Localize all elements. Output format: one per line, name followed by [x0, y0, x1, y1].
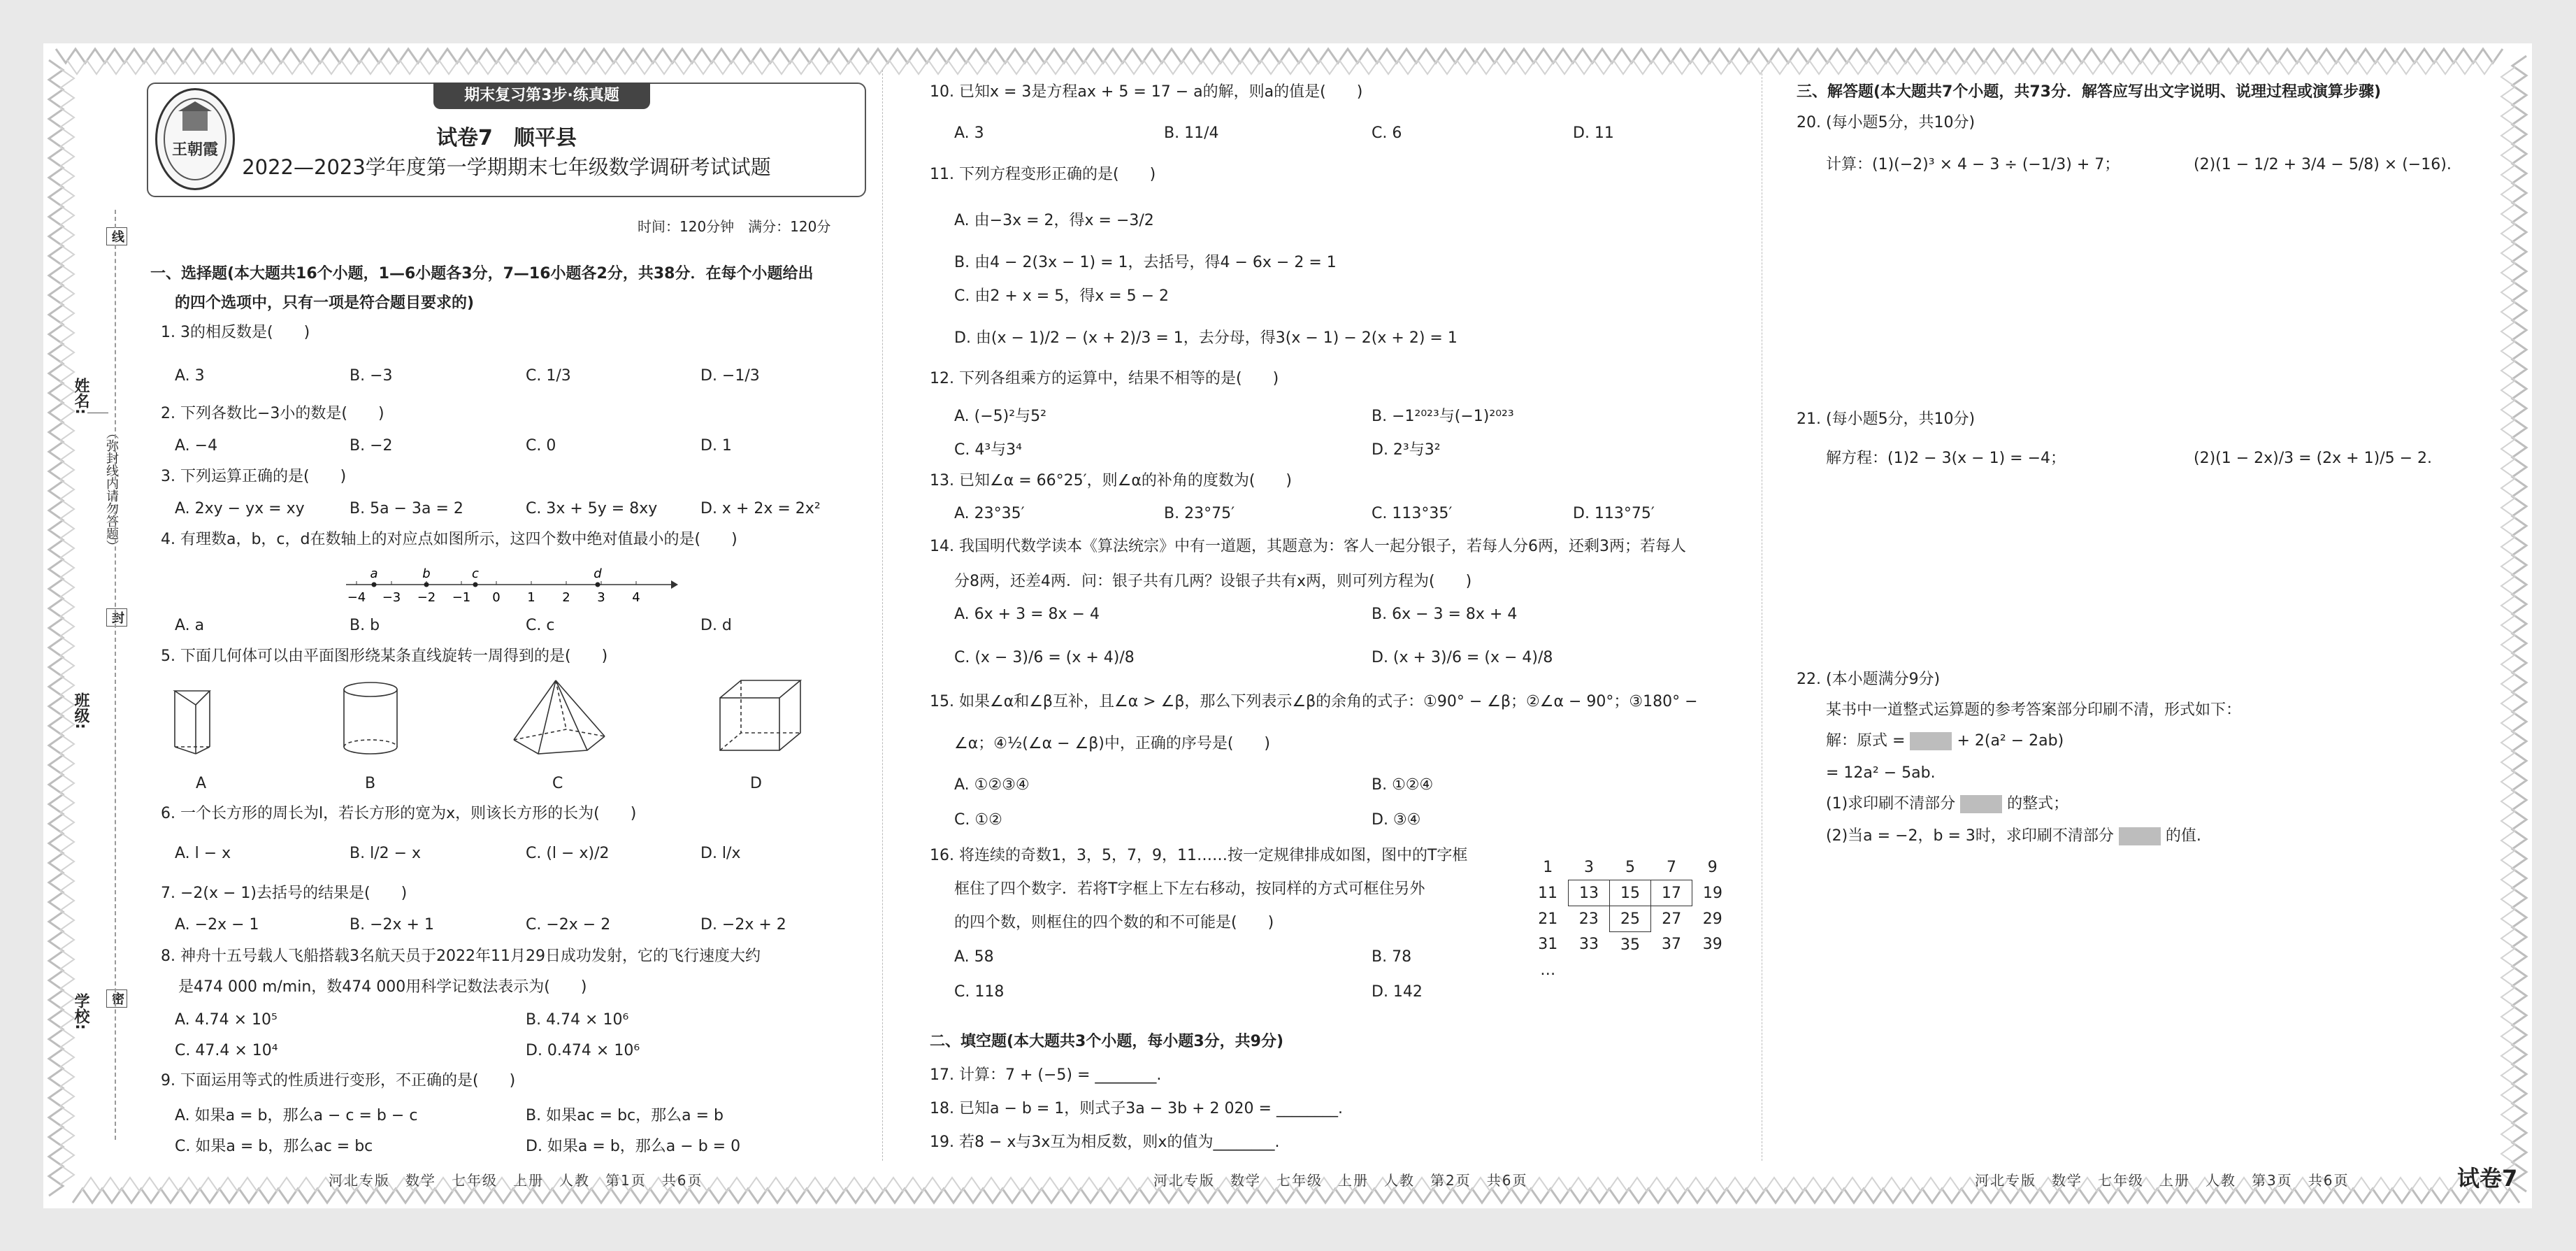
q22-line5 — [1826, 827, 2201, 846]
q7-stem: 7. −2(x − 1)去括号的结果是( ) — [161, 885, 408, 902]
axis-tick-label: 3 — [597, 590, 605, 605]
q1-option-d: D. −1/3 — [700, 367, 760, 385]
grid-cell: … — [1540, 961, 1556, 979]
q9-option-d: D. 如果a = b，那么a − b = 0 — [526, 1138, 741, 1155]
grid-cell: 39 — [1702, 936, 1722, 954]
seal-note: （弥封线内请勿答题） — [104, 427, 119, 552]
q11-option-b: B. 由4 − 2(3x − 1) = 1，去括号，得4 − 6x − 2 = 1 — [954, 254, 1337, 271]
q14-option-d: D. (x + 3)/6 = (x − 4)/8 — [1372, 649, 1553, 666]
t-frame-cell: 15 — [1610, 880, 1651, 906]
svg-text:王朝霞: 王朝霞 — [171, 141, 219, 159]
q15-option-c: C. ①② — [954, 811, 1002, 829]
grid-cell: 27 — [1662, 910, 1682, 928]
name-label: 姓名: — [72, 378, 89, 415]
q4-option-a: A. a — [175, 617, 205, 634]
q6-stem: 6. 一个长方形的周长为l，若长方形的宽为x，则该长方形的长为( ) — [161, 805, 637, 822]
q2-option-a: A. −4 — [175, 437, 218, 455]
q22-line5-b: 的值. — [2165, 827, 2201, 845]
q5-label-c: C — [552, 775, 563, 792]
column-divider — [882, 70, 884, 1161]
q4-option-b: B. b — [350, 617, 380, 634]
q3-stem: 3. 下列运算正确的是( ) — [161, 468, 347, 485]
axis-arrow-icon — [671, 580, 678, 589]
t-frame-cell: 17 — [1651, 880, 1692, 906]
q16-stem-3: 的四个数，则框住的四个数的和不可能是( ) — [954, 914, 1274, 931]
q12-stem: 12. 下列各组乘方的运算中，结果不相等的是( ) — [930, 370, 1279, 387]
grid-cell: 21 — [1538, 910, 1558, 928]
q5-label-d: D — [750, 775, 762, 792]
q10-stem: 10. 已知x = 3是方程ax + 5 = 17 − a的解，则a的值是( ) — [930, 83, 1363, 101]
q22-line3: = 12a² − 5ab. — [1826, 764, 1936, 782]
q2-option-d: D. 1 — [700, 437, 732, 455]
q7-option-b: B. −2x + 1 — [350, 916, 434, 934]
section1-heading-2: 的四个选项中，只有一项是符合题目要求的) — [175, 294, 475, 312]
q16-option-a: A. 58 — [954, 948, 994, 966]
q21-part1: 解方程：(1)2 − 3(x − 1) = −4； — [1826, 450, 2066, 467]
q6-option-d: D. l/x — [700, 845, 741, 862]
q18: 18. 已知a − b = 1，则式子3a − 3b + 2 020 = ________. — [930, 1100, 1343, 1117]
q15-option-d: D. ③④ — [1372, 811, 1421, 829]
q10-option-a: A. 3 — [954, 124, 984, 142]
q5-label-b: B — [365, 775, 376, 792]
publisher-logo — [155, 88, 235, 190]
q1-option-c: C. 1/3 — [526, 367, 571, 385]
exam-paper — [43, 43, 2532, 1208]
point-d — [596, 582, 600, 587]
axis-tick-label: 0 — [492, 590, 501, 605]
q8-stem-2: 是474 000 m/min，数474 000用科学记数法表示为( ) — [178, 978, 587, 996]
pyramid-icon — [514, 680, 605, 754]
q8-option-d: D. 0.474 × 10⁶ — [526, 1042, 640, 1059]
section1-heading: 一、选择题(本大题共16个小题，1—6小题各3分，7—16小题各2分，共38分．在每个小题给出 — [150, 265, 814, 283]
smudged-box — [1910, 732, 1952, 750]
q7-option-c: C. −2x − 2 — [526, 916, 611, 934]
grid-cell: 7 — [1667, 858, 1676, 876]
q22-line2-b: + 2(a² − 2ab) — [1957, 732, 2064, 750]
q9-stem: 9. 下面运用等式的性质进行变形，不正确的是( ) — [161, 1072, 516, 1089]
q6-option-a: A. l − x — [175, 845, 231, 862]
q5-stem: 5. 下面几何体可以由平面图形绕某条直线旋转一周得到的是( ) — [161, 648, 608, 665]
grid-cell: 1 — [1543, 858, 1553, 876]
q20-part1: 计算：(1)(−2)³ × 4 − 3 ÷ (−1/3) + 7； — [1826, 156, 2120, 173]
q16-stem-2: 框住了四个数字．若将T字框上下左右移动，按同样的方式可框住另外 — [954, 880, 1425, 898]
q22-line1: 某书中一道整式运算题的参考答案部分印刷不清，形式如下： — [1826, 701, 2242, 719]
q22-line2-a: 解：原式 = — [1826, 732, 1906, 750]
line-mark: 线 — [106, 227, 127, 245]
secret-mark: 密 — [106, 989, 127, 1008]
q2-stem: 2. 下列各数比−3小的数是( ) — [161, 405, 384, 422]
q6-option-c: C. (l − x)/2 — [526, 845, 610, 862]
q11-stem: 11. 下列方程变形正确的是( ) — [930, 166, 1156, 183]
point-c — [473, 582, 478, 587]
q8-stem: 8. 神舟十五号载人飞船搭载3名航天员于2022年11月29日成功发射，它的飞行速度大约 — [161, 948, 761, 965]
q10-option-c: C. 6 — [1372, 124, 1402, 142]
q6-option-b: B. l/2 − x — [350, 845, 422, 862]
odd-number-grid — [1527, 855, 1733, 982]
q11-option-c: C. 由2 + x = 5，得x = 5 − 2 — [954, 287, 1170, 305]
q21-part2: (2)(1 − 2x)/3 = (2x + 1)/5 − 2. — [2194, 450, 2433, 467]
point-b — [424, 582, 429, 587]
time-info: 时间：120分钟 满分：120分 — [638, 218, 831, 235]
class-label: 班级: — [72, 692, 89, 729]
section2-heading: 二、填空题(本大题共3个小题，每小题3分，共9分) — [930, 1033, 1284, 1050]
q13-option-b: B. 23°75′ — [1164, 505, 1235, 522]
grid-cell: 37 — [1662, 936, 1681, 954]
q2-option-b: B. −2 — [350, 437, 393, 455]
cylinder-icon — [344, 682, 397, 754]
q2-option-c: C. 0 — [526, 437, 556, 455]
q12-option-d: D. 2³与3² — [1372, 441, 1441, 459]
grid-cell: 3 — [1584, 858, 1594, 876]
q15-stem: 15. 如果∠α和∠β互补，且∠α > ∠β，那么下列表示∠β的余角的式子：①90° − ∠β；②∠α − 90°；③180° − — [930, 693, 1698, 710]
q11-option-a: A. 由−3x = 2，得x = −3/2 — [954, 212, 1154, 229]
grid-cell: 5 — [1625, 858, 1635, 876]
seal-mark: 封 — [106, 608, 127, 627]
q22-line4-a: (1)求印刷不清部分 — [1826, 795, 1956, 813]
binding-line — [115, 210, 116, 1140]
q9-option-a: A. 如果a = b，那么a − c = b − c — [175, 1107, 418, 1124]
point-label: d — [593, 566, 602, 581]
q1-stem: 1. 3的相反数是( ) — [161, 324, 310, 341]
point-a — [372, 582, 377, 587]
smudged-box — [2119, 827, 2161, 845]
q21-head: 21. (每小题5分，共10分) — [1797, 410, 1976, 428]
point-label: b — [422, 566, 431, 581]
q9-option-b: B. 如果ac = bc，那么a = b — [526, 1107, 724, 1124]
q13-stem: 13. 已知∠α = 66°25′，则∠α的补角的度数为( ) — [930, 472, 1292, 489]
q12-option-b: B. −1²⁰²³与(−1)²⁰²³ — [1372, 408, 1514, 425]
grid-cell: 31 — [1538, 936, 1558, 954]
q13-option-c: C. 113°35′ — [1372, 505, 1453, 522]
grid-cell: 23 — [1578, 910, 1599, 928]
axis-tick-label: 2 — [562, 590, 570, 605]
q22-line5-a: (2)当a = −2，b = 3时，求印刷不清部分 — [1826, 827, 2114, 845]
q14-option-c: C. (x − 3)/6 = (x + 4)/8 — [954, 649, 1135, 666]
grid-cell: 29 — [1702, 910, 1722, 928]
q19: 19. 若8 − x与3x互为相反数，则x的值为________. — [930, 1134, 1280, 1151]
q14-option-b: B. 6x − 3 = 8x + 4 — [1372, 606, 1518, 623]
q10-option-b: B. 11/4 — [1164, 124, 1219, 142]
axis-tick-label: −2 — [417, 590, 436, 605]
axis-tick-label: −4 — [347, 590, 366, 605]
q20-part2: (2)(1 − 1/2 + 3/4 − 5/8) × (−16). — [2194, 156, 2452, 173]
footer-page3: 河北专版 数学 七年级 上册 人教 第3页 共6页 — [1975, 1172, 2350, 1189]
q13-option-d: D. 113°75′ — [1573, 505, 1655, 522]
q8-option-a: A. 4.74 × 10⁵ — [175, 1011, 278, 1029]
cube-icon — [720, 680, 800, 750]
smudged-box — [1960, 795, 2002, 813]
q10-option-d: D. 11 — [1573, 124, 1614, 142]
q3-option-c: C. 3x + 5y = 8xy — [526, 500, 658, 517]
t-frame-cell: 25 — [1610, 906, 1651, 932]
q17: 17. 计算：7 + (−5) = ________. — [930, 1066, 1162, 1084]
q3-option-a: A. 2xy − yx = xy — [175, 500, 305, 517]
exam-title: 2022—2023学年度第一学期期末七年级数学调研考试试题 — [242, 155, 771, 179]
section3-heading: 三、解答题(本大题共7个小题，共73分．解答应写出文字说明、说理过程或演算步骤) — [1797, 83, 2382, 101]
axis-tick-label: −3 — [382, 590, 401, 605]
q20-head: 20. (每小题5分，共10分) — [1797, 114, 1976, 131]
q16-stem: 16. 将连续的奇数1，3，5，7，9，11……按一定规律排成如图，图中的T字框 — [930, 847, 1468, 864]
q1-option-b: B. −3 — [350, 367, 393, 385]
paper-badge: 试卷7 — [2457, 1165, 2518, 1192]
q22-line2 — [1826, 731, 2064, 751]
grid-cell: 33 — [1579, 936, 1599, 954]
footer-page2: 河北专版 数学 七年级 上册 人教 第2页 共6页 — [1153, 1172, 1528, 1189]
q4-stem: 4. 有理数a，b，c，d在数轴上的对应点如图所示，这四个数中绝对值最小的是( ) — [161, 531, 737, 548]
q15-option-b: B. ①②④ — [1372, 776, 1434, 794]
q15-stem-2: ∠α；④½(∠α − ∠β)中，正确的序号是( ) — [954, 735, 1271, 752]
q15-option-a: A. ①②③④ — [954, 776, 1030, 794]
grid-cell: 11 — [1538, 884, 1557, 902]
q14-stem: 14. 我国明代数学读本《算法统宗》中有一道题，其题意为：客人一起分银子，若每人分6两，还剩3两；若每人 — [930, 538, 1686, 555]
q7-option-a: A. −2x − 1 — [175, 916, 259, 934]
q11-option-d: D. 由(x − 1)/2 − (x + 2)/3 = 1，去分母，得3(x − 1) − 2(x + 2) = 1 — [954, 329, 1458, 347]
review-tag: 期末复习第3步·练真题 — [433, 83, 650, 109]
q22-head: 22. (本小题满分9分) — [1797, 671, 1941, 688]
axis-tick-label: 4 — [632, 590, 640, 605]
column-divider — [1762, 70, 1763, 1161]
grid-cell: 9 — [1707, 858, 1718, 876]
q22-line4-b: 的整式； — [2007, 795, 2069, 813]
q16-option-b: B. 78 — [1372, 948, 1412, 966]
school-label: 学校: — [72, 993, 89, 1030]
t-frame-cell: 13 — [1569, 880, 1610, 906]
q12-option-c: C. 4³与3⁴ — [954, 441, 1022, 459]
axis-tick-label: −1 — [452, 590, 471, 605]
q8-option-b: B. 4.74 × 10⁶ — [526, 1011, 629, 1029]
q12-option-a: A. (−5)²与5² — [954, 408, 1046, 425]
q22-line4 — [1826, 794, 2068, 814]
grid-cell: 35 — [1620, 936, 1640, 954]
q14-stem-2: 分8两，还差4两．问：银子共有几两？设银子共有x两，则可列方程为( ) — [954, 573, 1472, 590]
q8-option-c: C. 47.4 × 10⁴ — [175, 1042, 278, 1059]
q3-option-b: B. 5a − 3a = 2 — [350, 500, 463, 517]
q7-option-d: D. −2x + 2 — [700, 916, 786, 934]
q4-number-line — [343, 565, 678, 607]
point-label: c — [472, 566, 479, 581]
q9-option-c: C. 如果a = b，那么ac = bc — [175, 1138, 373, 1155]
paper-number: 试卷7 顺平县 — [436, 126, 577, 150]
q5-label-a: A — [196, 775, 207, 792]
q16-option-c: C. 118 — [954, 983, 1005, 1001]
prism-icon — [175, 691, 210, 754]
q4-option-c: C. c — [526, 617, 555, 634]
q13-option-a: A. 23°35′ — [954, 505, 1025, 522]
q4-option-d: D. d — [700, 617, 732, 634]
q14-option-a: A. 6x + 3 = 8x − 4 — [954, 606, 1100, 623]
grid-cell: 19 — [1703, 884, 1722, 902]
point-label: a — [370, 566, 378, 581]
q5-solids — [168, 677, 818, 761]
axis-tick-label: 1 — [527, 590, 535, 605]
footer-page1: 河北专版 数学 七年级 上册 人教 第1页 共6页 — [329, 1172, 703, 1189]
q16-option-d: D. 142 — [1372, 983, 1423, 1001]
q1-option-a: A. 3 — [175, 367, 205, 385]
q3-option-d: D. x + 2x = 2x² — [700, 500, 821, 517]
logo-seal-icon — [157, 90, 233, 188]
